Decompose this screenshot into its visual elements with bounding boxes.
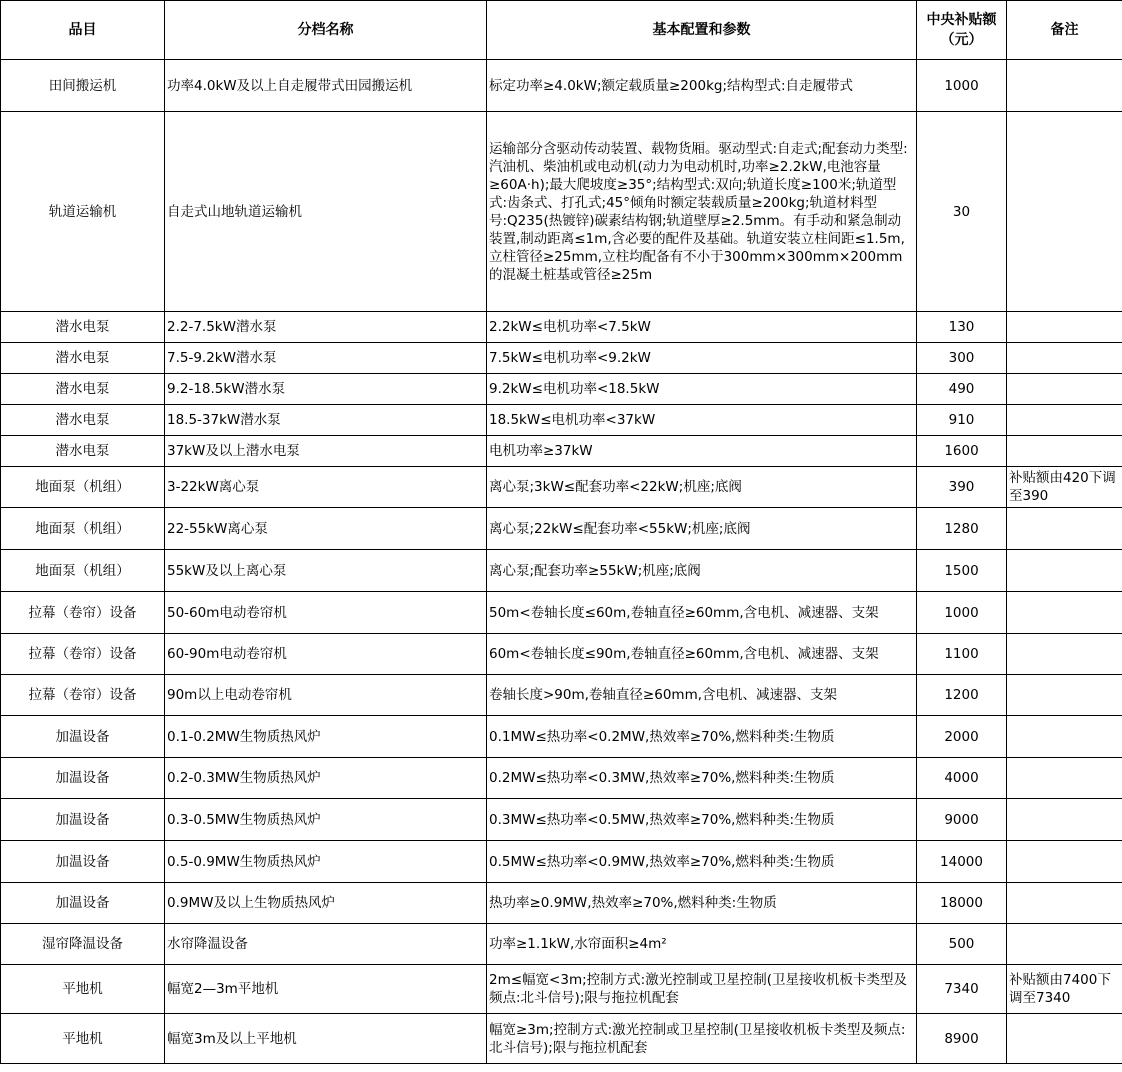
cell-note: 补贴额由7400下调至7340 — [1007, 965, 1122, 1014]
cell-category: 加温设备 — [1, 883, 165, 924]
cell-note — [1007, 883, 1122, 924]
table-row — [1, 508, 1122, 550]
cell-spec: 2m≤幅宽<3m;控制方式:激光控制或卫星控制(卫星接收机板卡类型及频点:北斗信号);限与拖拉机配套 — [487, 965, 917, 1014]
cell-tier: 自走式山地轨道运输机 — [165, 112, 487, 312]
cell-spec: 7.5kW≤电机功率<9.2kW — [487, 343, 917, 374]
table-row — [1, 374, 1122, 405]
cell-tier: 9.2-18.5kW潜水泵 — [165, 374, 487, 405]
cell-tier: 7.5-9.2kW潜水泵 — [165, 343, 487, 374]
table-row — [1, 883, 1122, 924]
cell-note — [1007, 799, 1122, 841]
cell-spec: 离心泵;3kW≤配套功率<22kW;机座;底阀 — [487, 467, 917, 508]
cell-spec: 电机功率≥37kW — [487, 436, 917, 467]
cell-tier: 50-60m电动卷帘机 — [165, 592, 487, 634]
cell-note — [1007, 841, 1122, 883]
table-row — [1, 716, 1122, 758]
cell-tier: 0.5-0.9MW生物质热风炉 — [165, 841, 487, 883]
cell-tier: 55kW及以上离心泵 — [165, 550, 487, 592]
cell-spec: 热功率≥0.9MW,热效率≥70%,燃料种类:生物质 — [487, 883, 917, 924]
cell-subsidy: 7340 — [917, 965, 1007, 1014]
header-subsidy-text: 中央补贴额（元） — [926, 12, 997, 48]
cell-spec: 运输部分含驱动传动装置、载物货厢。驱动型式:自走式;配套动力类型:汽油机、柴油机或电动机(动力为电动机时,功率≥2.2kW,电池容量≥60A·h);最大爬坡度≥35°;结构型式:双向;轨道长度≥100米;轨道型式:齿条式、打孔式;45°倾角时额定装载质量≥200kg;轨道材料型号:Q235(热镀锌)碳素结构钢;轨道壁厚≥2.5mm。有手动和紧急制动装置,制动距离≤1m,含必要的配件及基础。轨道安装立柱间距≤1.5m,立柱管径≥25mm,立柱均配备有不小于300mm×300mm×200mm的混凝土桩基或管径≥25m — [487, 112, 917, 312]
cell-category: 潜水电泵 — [1, 374, 165, 405]
header-tier: 分档名称 — [165, 1, 487, 60]
cell-subsidy: 1000 — [917, 60, 1007, 112]
header-note: 备注 — [1007, 1, 1122, 60]
cell-spec: 18.5kW≤电机功率<37kW — [487, 405, 917, 436]
cell-tier: 37kW及以上潜水电泵 — [165, 436, 487, 467]
cell-spec: 0.1MW≤热功率<0.2MW,热效率≥70%,燃料种类:生物质 — [487, 716, 917, 758]
cell-note — [1007, 716, 1122, 758]
cell-subsidy: 1100 — [917, 634, 1007, 675]
cell-category: 加温设备 — [1, 799, 165, 841]
cell-note — [1007, 374, 1122, 405]
cell-note — [1007, 1014, 1122, 1064]
cell-note — [1007, 436, 1122, 467]
table-row — [1, 799, 1122, 841]
cell-spec: 50m<卷轴长度≤60m,卷轴直径≥60mm,含电机、减速器、支架 — [487, 592, 917, 634]
table-row — [1, 436, 1122, 467]
table-row — [1, 550, 1122, 592]
table-row — [1, 592, 1122, 634]
cell-spec: 标定功率≥4.0kW;额定载质量≥200kg;结构型式:自走履带式 — [487, 60, 917, 112]
cell-subsidy: 4000 — [917, 758, 1007, 799]
cell-subsidy: 1000 — [917, 592, 1007, 634]
cell-note — [1007, 405, 1122, 436]
cell-category: 湿帘降温设备 — [1, 924, 165, 965]
table-row — [1, 965, 1122, 1014]
header-subsidy — [917, 1, 1007, 60]
cell-spec: 0.2MW≤热功率<0.3MW,热效率≥70%,燃料种类:生物质 — [487, 758, 917, 799]
cell-tier: 3-22kW离心泵 — [165, 467, 487, 508]
cell-note — [1007, 634, 1122, 675]
header-category: 品目 — [1, 1, 165, 60]
cell-category: 拉幕（卷帘）设备 — [1, 675, 165, 716]
cell-subsidy: 1280 — [917, 508, 1007, 550]
cell-spec: 离心泵;配套功率≥55kW;机座;底阀 — [487, 550, 917, 592]
cell-category: 潜水电泵 — [1, 312, 165, 343]
cell-tier: 0.2-0.3MW生物质热风炉 — [165, 758, 487, 799]
cell-note — [1007, 675, 1122, 716]
table-row — [1, 675, 1122, 716]
cell-subsidy: 8900 — [917, 1014, 1007, 1064]
cell-category: 加温设备 — [1, 758, 165, 799]
table-row — [1, 841, 1122, 883]
cell-tier: 0.9MW及以上生物质热风炉 — [165, 883, 487, 924]
cell-category: 潜水电泵 — [1, 405, 165, 436]
cell-tier: 60-90m电动卷帘机 — [165, 634, 487, 675]
table-row — [1, 343, 1122, 374]
table-row — [1, 634, 1122, 675]
cell-subsidy: 1200 — [917, 675, 1007, 716]
cell-note — [1007, 312, 1122, 343]
cell-category: 轨道运输机 — [1, 112, 165, 312]
cell-category: 平地机 — [1, 965, 165, 1014]
cell-category: 加温设备 — [1, 841, 165, 883]
cell-spec: 功率≥1.1kW,水帘面积≥4m² — [487, 924, 917, 965]
cell-category: 拉幕（卷帘）设备 — [1, 634, 165, 675]
cell-note: 补贴额由420下调至390 — [1007, 467, 1122, 508]
table-row — [1, 112, 1122, 312]
cell-subsidy: 500 — [917, 924, 1007, 965]
table-row — [1, 758, 1122, 799]
cell-note — [1007, 508, 1122, 550]
cell-subsidy: 14000 — [917, 841, 1007, 883]
cell-tier: 0.1-0.2MW生物质热风炉 — [165, 716, 487, 758]
cell-tier: 幅宽2—3m平地机 — [165, 965, 487, 1014]
cell-note — [1007, 60, 1122, 112]
cell-spec: 幅宽≥3m;控制方式:激光控制或卫星控制(卫星接收机板卡类型及频点:北斗信号);限与拖拉机配套 — [487, 1014, 917, 1064]
cell-subsidy: 300 — [917, 343, 1007, 374]
cell-tier: 22-55kW离心泵 — [165, 508, 487, 550]
cell-spec: 2.2kW≤电机功率<7.5kW — [487, 312, 917, 343]
table-row — [1, 405, 1122, 436]
cell-spec: 0.3MW≤热功率<0.5MW,热效率≥70%,燃料种类:生物质 — [487, 799, 917, 841]
cell-note — [1007, 758, 1122, 799]
cell-subsidy: 910 — [917, 405, 1007, 436]
table-row — [1, 1014, 1122, 1064]
cell-subsidy: 9000 — [917, 799, 1007, 841]
cell-category: 加温设备 — [1, 716, 165, 758]
cell-tier: 0.3-0.5MW生物质热风炉 — [165, 799, 487, 841]
cell-note — [1007, 550, 1122, 592]
cell-tier: 90m以上电动卷帘机 — [165, 675, 487, 716]
cell-spec: 9.2kW≤电机功率<18.5kW — [487, 374, 917, 405]
header-row — [1, 1, 1122, 60]
cell-subsidy: 490 — [917, 374, 1007, 405]
cell-subsidy: 1600 — [917, 436, 1007, 467]
cell-note — [1007, 112, 1122, 312]
cell-category: 平地机 — [1, 1014, 165, 1064]
table-row — [1, 312, 1122, 343]
cell-category: 拉幕（卷帘）设备 — [1, 592, 165, 634]
cell-subsidy: 1500 — [917, 550, 1007, 592]
cell-tier: 幅宽3m及以上平地机 — [165, 1014, 487, 1064]
cell-tier: 功率4.0kW及以上自走履带式田园搬运机 — [165, 60, 487, 112]
cell-spec: 0.5MW≤热功率<0.9MW,热效率≥70%,燃料种类:生物质 — [487, 841, 917, 883]
cell-tier: 水帘降温设备 — [165, 924, 487, 965]
cell-category: 潜水电泵 — [1, 436, 165, 467]
cell-spec: 离心泵;22kW≤配套功率<55kW;机座;底阀 — [487, 508, 917, 550]
table-row — [1, 467, 1122, 508]
cell-note — [1007, 924, 1122, 965]
cell-note — [1007, 592, 1122, 634]
cell-category: 地面泵（机组） — [1, 467, 165, 508]
cell-spec: 卷轴长度>90m,卷轴直径≥60mm,含电机、减速器、支架 — [487, 675, 917, 716]
cell-note — [1007, 343, 1122, 374]
cell-spec: 60m<卷轴长度≤90m,卷轴直径≥60mm,含电机、减速器、支架 — [487, 634, 917, 675]
table-body — [1, 60, 1122, 1064]
cell-category: 潜水电泵 — [1, 343, 165, 374]
cell-subsidy: 2000 — [917, 716, 1007, 758]
cell-subsidy: 30 — [917, 112, 1007, 312]
cell-category: 地面泵（机组） — [1, 550, 165, 592]
table-row — [1, 924, 1122, 965]
cell-subsidy: 390 — [917, 467, 1007, 508]
header-spec: 基本配置和参数 — [487, 1, 917, 60]
cell-category: 田间搬运机 — [1, 60, 165, 112]
cell-tier: 18.5-37kW潜水泵 — [165, 405, 487, 436]
cell-subsidy: 18000 — [917, 883, 1007, 924]
cell-tier: 2.2-7.5kW潜水泵 — [165, 312, 487, 343]
table-row — [1, 60, 1122, 112]
cell-subsidy: 130 — [917, 312, 1007, 343]
cell-category: 地面泵（机组） — [1, 508, 165, 550]
